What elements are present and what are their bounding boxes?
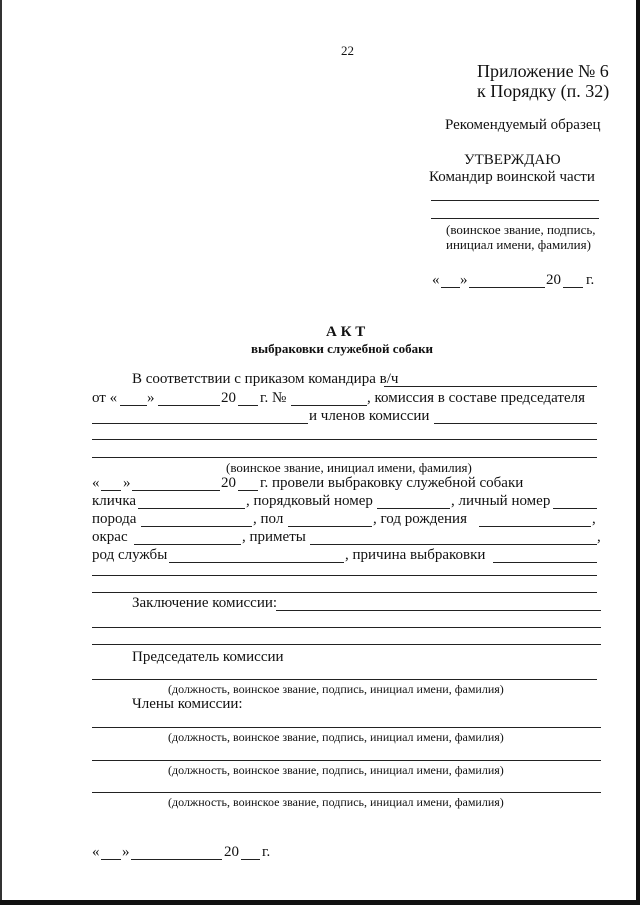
approve-title: УТВЕРЖДАЮ <box>464 152 561 168</box>
personal-number-line <box>553 508 597 509</box>
approve-caption-1: (воинское звание, подпись, <box>446 222 596 237</box>
approve-date-suffix: г. <box>586 272 595 288</box>
culling-date-close: » <box>123 475 131 491</box>
approve-date-close: » <box>460 272 468 288</box>
member-signature-line-1 <box>92 727 601 728</box>
chairman-caption: (должность, воинское звание, подпись, инициал имени, фамилия) <box>168 682 504 696</box>
act-title: А К Т <box>326 324 366 340</box>
marks-line <box>310 544 597 545</box>
culling-year: 20 <box>221 475 236 491</box>
nickname-line <box>138 508 245 509</box>
culling-text: г. провели выбраковку служебной собаки <box>260 475 524 491</box>
breed-comma: , <box>592 511 596 527</box>
breed-line <box>141 526 252 527</box>
approve-position: Командир воинской части <box>429 169 595 185</box>
color-line <box>134 544 241 545</box>
footer-date-close: » <box>122 844 130 860</box>
culling-date-open: « <box>92 475 100 491</box>
approve-date-open: « <box>432 272 440 288</box>
culling-year-line <box>238 490 258 491</box>
chairman-name-line <box>92 423 308 424</box>
sex-line <box>288 526 372 527</box>
appendix-reference: к Порядку (п. 32) <box>477 81 610 101</box>
order-year-line <box>238 405 258 406</box>
approve-line-2 <box>431 218 599 219</box>
member-signature-line-3 <box>92 792 601 793</box>
rank-caption: (воинское звание, инициал имени, фамилия) <box>226 460 472 475</box>
members-line-1 <box>434 423 597 424</box>
breed-label: порода <box>92 511 137 527</box>
order-day-line <box>120 405 147 406</box>
marks-comma: , <box>597 529 601 545</box>
approve-date-month-line <box>469 287 545 288</box>
approve-caption-2: инициал имени, фамилия) <box>446 237 591 252</box>
member-caption-2: (должность, воинское звание, подпись, инициал имени, фамилия) <box>168 763 504 777</box>
appendix-title: Приложение № 6 <box>477 61 609 81</box>
chairman-label: Председатель комиссии <box>132 649 284 665</box>
members-line-3 <box>92 457 597 458</box>
act-subtitle: выбраковки служебной собаки <box>251 341 434 356</box>
reason-line-2 <box>92 575 597 576</box>
members-label: Члены комиссии: <box>132 696 243 712</box>
serial-number-line <box>377 508 450 509</box>
page-border-bottom <box>0 900 640 905</box>
nickname-label: кличка <box>92 493 137 509</box>
page-border-right <box>636 0 640 905</box>
commission-text: , комиссия в составе председателя <box>367 390 585 406</box>
conclusion-line-3 <box>92 644 601 645</box>
order-date-quote: » <box>147 390 155 406</box>
conclusion-line-1 <box>276 610 601 611</box>
conclusion-label: Заключение комиссии: <box>132 595 278 611</box>
page-number: 22 <box>341 43 354 58</box>
chairman-signature-line <box>92 679 597 680</box>
footer-date-open: « <box>92 844 100 860</box>
serial-number-label: , порядковый номер <box>246 493 373 509</box>
members-text: и членов комиссии <box>309 408 430 424</box>
approve-line-1 <box>431 200 599 201</box>
sex-label: , пол <box>253 511 284 527</box>
approve-date-year: 20 <box>546 272 561 288</box>
order-month-line <box>158 405 220 406</box>
member-caption-1: (должность, воинское звание, подпись, инициал имени, фамилия) <box>168 730 504 744</box>
color-label: окрас <box>92 529 128 545</box>
culling-day-line <box>101 490 121 491</box>
order-number-line <box>291 405 367 406</box>
service-label: род службы <box>92 547 168 563</box>
unit-number-line <box>384 386 597 387</box>
page-border-left <box>0 0 2 905</box>
culling-month-line <box>132 490 220 491</box>
personal-number-label: , личный номер <box>451 493 551 509</box>
order-date-prefix: от « <box>92 390 118 406</box>
footer-year-line <box>241 859 260 860</box>
footer-month-line <box>131 859 222 860</box>
birth-year-line <box>479 526 591 527</box>
marks-label: , приметы <box>242 529 306 545</box>
order-number-label: г. № <box>260 390 287 406</box>
order-text: В соответствии с приказом командира в/ч <box>132 371 399 387</box>
members-line-2 <box>92 439 597 440</box>
footer-year: 20 <box>224 844 239 860</box>
recommended-sample: Рекомендуемый образец <box>445 117 601 133</box>
member-signature-line-2 <box>92 760 601 761</box>
reason-line-3 <box>92 592 597 593</box>
conclusion-line-2 <box>92 627 601 628</box>
order-year: 20 <box>221 390 236 406</box>
footer-date-suffix: г. <box>262 844 271 860</box>
member-caption-3: (должность, воинское звание, подпись, инициал имени, фамилия) <box>168 795 504 809</box>
service-line <box>169 562 344 563</box>
footer-day-line <box>101 859 121 860</box>
reason-label: , причина выбраковки <box>345 547 486 563</box>
birth-year-label: , год рождения <box>373 511 467 527</box>
approve-date-day-line <box>441 287 460 288</box>
reason-line <box>493 562 597 563</box>
approve-date-year-line <box>563 287 583 288</box>
